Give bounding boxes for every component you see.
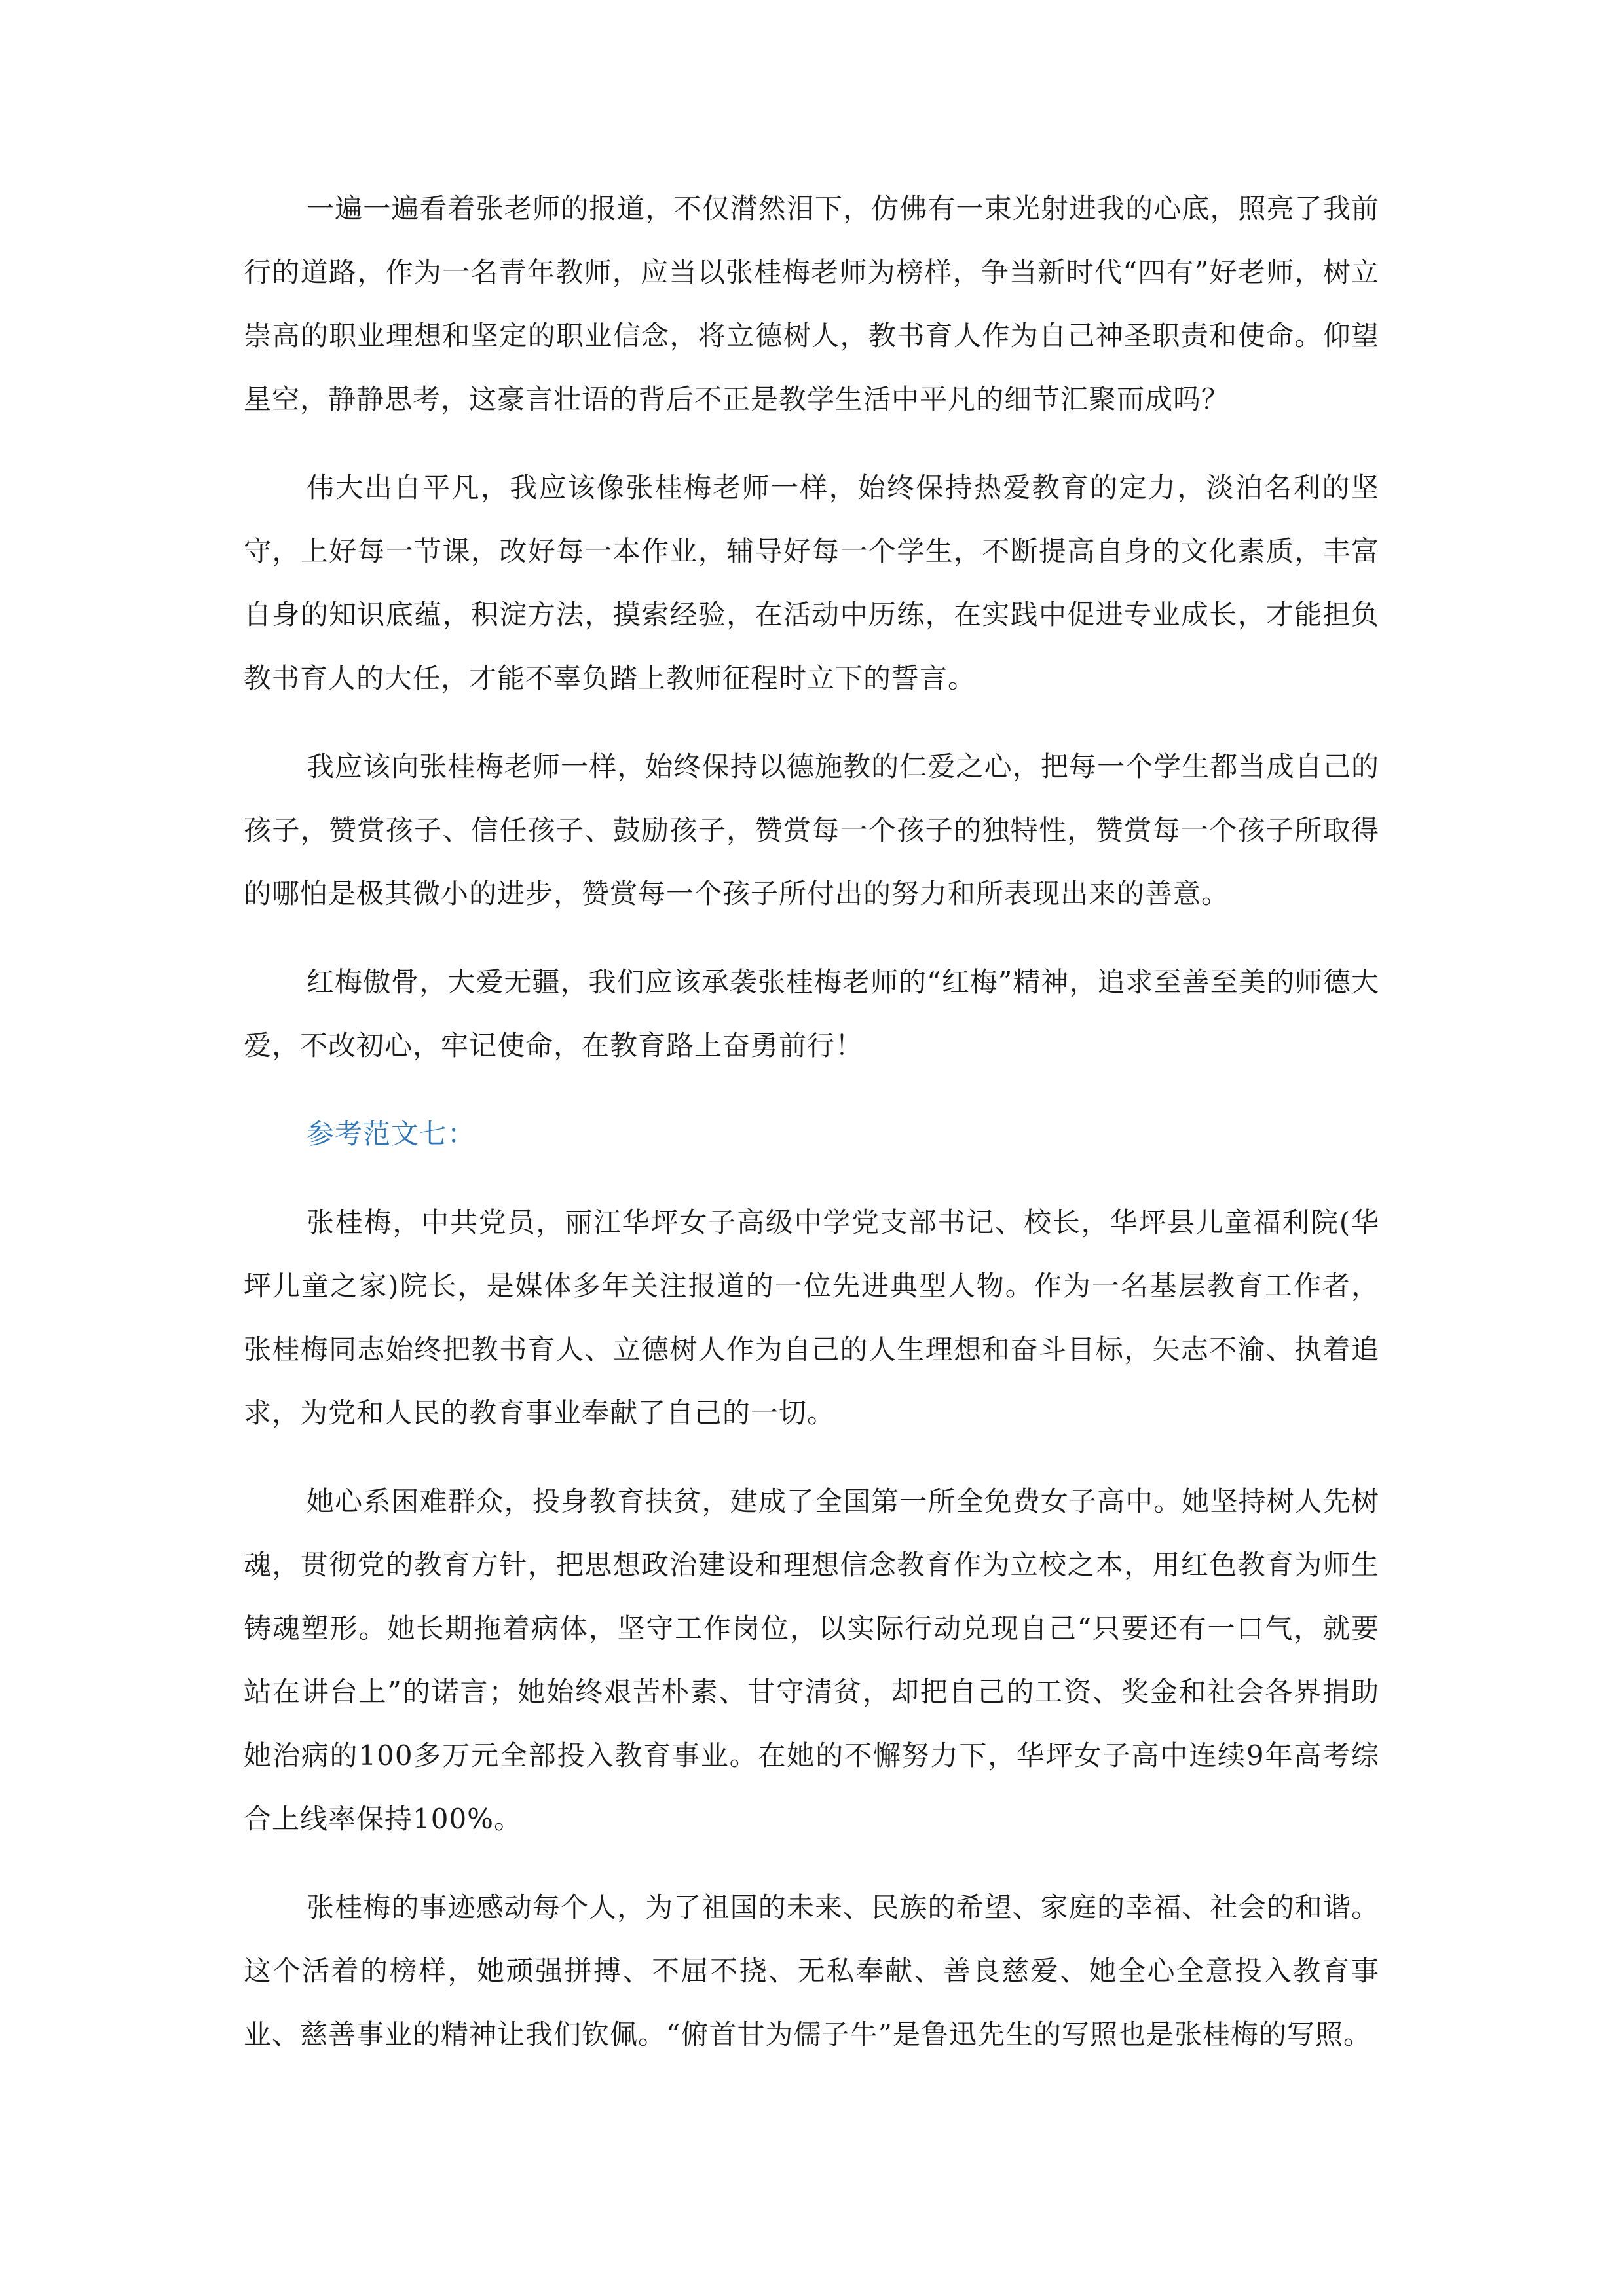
paragraph-7: 张桂梅的事迹感动每个人，为了祖国的未来、民族的希望、家庭的幸福、社会的和谐。这个活着的榜样，她顽强拼搏、不屈不挠、无私奉献、善良慈爱、她全心全意投入教育事业、慈善事业的精神让我们钦佩。“俯首甘为儒子牛”是鲁迅先生的写照也是张桂梅的写照。	[244, 1891, 1379, 2050]
paragraph-6: 她心系困难群众，投身教育扶贫，建成了全国第一所全免费女子高中。她坚持树人先树魂，贯彻党的教育方针，把思想政治建设和理想信念教育作为立校之本，用红色教育为师生铸魂塑形。她长期拖着病体，坚守工作岗位，以实际行动兑现自己“只要还有一口气，就要站在讲台上”的诺言；她始终艰苦朴素、甘守清贫，却把自己的工资、奖金和社会各界捐助她治病的100多万元全部投入教育事业。在她的不懈努力下，华坪女子高中连续9年高考综合上线率保持100%。	[244, 1485, 1379, 1835]
paragraph-1: 一遍一遍看着张老师的报道，不仅潸然泪下，仿佛有一束光射进我的心底，照亮了我前行的道路，作为一名青年教师，应当以张桂梅老师为榜样，争当新时代“四有”好老师，树立崇高的职业理想和坚定的职业信念，将立德树人，教书育人作为自己神圣职责和使命。仰望星空，静静思考，这豪言壮语的背后不正是教学生活中平凡的细节汇聚而成吗？	[244, 193, 1379, 415]
paragraph-5: 张桂梅，中共党员，丽江华坪女子高级中学党支部书记、校长，华坪县儿童福利院(华坪儿童之家)院长，是媒体多年关注报道的一位先进典型人物。作为一名基层教育工作者，张桂梅同志始终把教书育人、立德树人作为自己的人生理想和奋斗目标，矢志不渝、执着追求，为党和人民的教育事业奉献了自己的一切。	[244, 1206, 1379, 1429]
paragraph-4: 红梅傲骨，大爱无疆，我们应该承袭张桂梅老师的“红梅”精神，追求至善至美的师德大爱，不改初心，牢记使命，在教育路上奋勇前行！	[244, 966, 1379, 1062]
section-heading: 参考范文七：	[307, 1118, 476, 1150]
document-body	[244, 177, 1379, 2091]
paragraph-3: 我应该向张桂梅老师一样，始终保持以德施教的仁爱之心，把每一个学生都当成自己的孩子，赞赏孩子、信任孩子、鼓励孩子，赞赏每一个孩子的独特性，赞赏每一个孩子所取得的哪怕是极其微小的进步，赞赏每一个孩子所付出的努力和所表现出来的善意。	[244, 750, 1379, 910]
paragraph-2: 伟大出自平凡，我应该像张桂梅老师一样，始终保持热爱教育的定力，淡泊名利的坚守，上好每一节课，改好每一本作业，辅导好每一个学生，不断提高自身的文化素质，丰富自身的知识底蕴，积淀方法，摸索经验，在活动中历练，在实践中促进专业成长，才能担负教书育人的大任，才能不辜负踏上教师征程时立下的誓言。	[244, 472, 1379, 694]
